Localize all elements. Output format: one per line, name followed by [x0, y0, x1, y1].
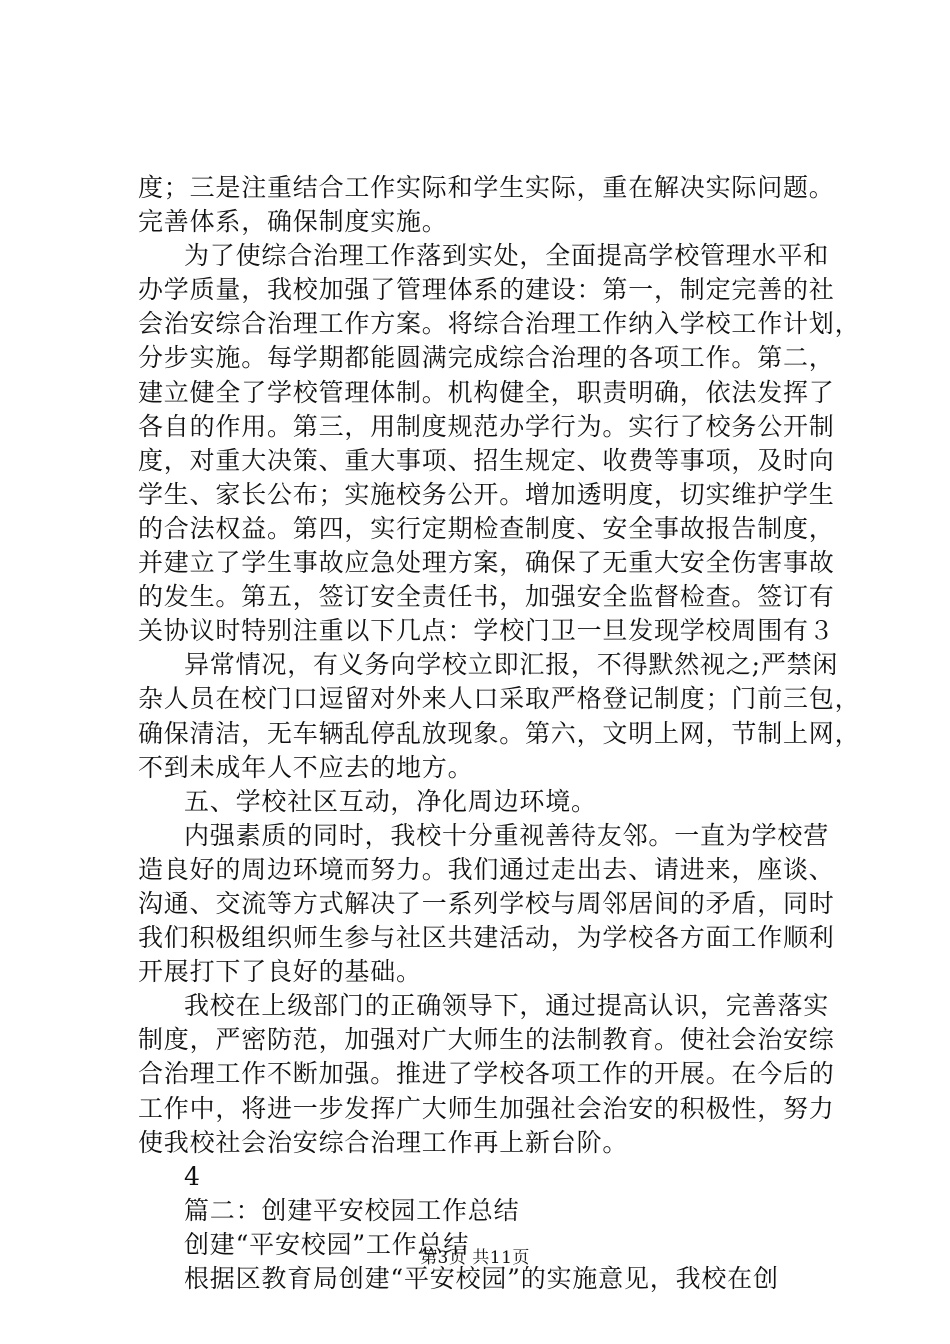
text-line: 并建立了学生事故应急处理方案，确保了无重大安全伤害事故 [138, 548, 835, 578]
text-line: 根据区教育局创建“平安校园”的实施意见，我校在创 [184, 1264, 779, 1293]
text-line: 建立健全了学校管理体制。机构健全，职责明确，依法发挥了 [138, 377, 835, 407]
text-line: 完善体系，确保制度实施。 [138, 207, 448, 237]
article-title: 篇二：创建平安校园工作总结 [184, 1195, 520, 1225]
text-line: 学生、家长公布；实施校务公开。增加透明度，切实维护学生 [138, 479, 835, 509]
text-line: 杂人员在校门口逗留对外来人口采取严格登记制度；门前三包， [138, 684, 861, 714]
text-line: 分步实施。每学期都能圆满完成综合治理的各项工作。第二， [138, 343, 835, 373]
text-line: 开展打下了良好的基础。 [138, 957, 422, 987]
text-line: 我校在上级部门的正确领导下，通过提高认识，完善落实 [184, 991, 830, 1021]
text-line: 使我校社会治安综合治理工作再上新台阶。 [138, 1127, 629, 1157]
text-line: 我们积极组织师生参与社区共建活动，为学校各方面工作顺利 [138, 923, 835, 953]
text-line: 沟通、交流等方式解决了一系列学校与周邻居间的矛盾，同时 [138, 888, 835, 918]
text-line: 工作中，将进一步发挥广大师生加强社会治安的积极性，努力 [138, 1093, 835, 1123]
text-line: 异常情况，有义务向学校立即汇报，不得默然视之;严禁闲 [184, 650, 839, 680]
text-line: 造良好的周边环境而努力。我们通过走出去、请进来，座谈、 [138, 854, 835, 884]
text-line: 关协议时特别注重以下几点：学校门卫一旦发现学校周围有３ [138, 616, 835, 646]
document-body [138, 171, 861, 1296]
text-line: 内强素质的同时，我校十分重视善待友邻。一直为学校营 [184, 820, 830, 850]
text-line: 制度，严密防范，加强对广大师生的法制教育。使社会治安综 [138, 1025, 835, 1055]
text-line: 的合法权益。第四，实行定期检查制度、安全事故报告制度， [138, 513, 835, 543]
text-line: 的发生。第五，签订安全责任书，加强安全监督检查。签订有 [138, 582, 835, 612]
article-subtitle: 创建“平安校园”工作总结 [184, 1229, 470, 1259]
text-line: 会治安综合治理工作方案。将综合治理工作纳入学校工作计划， [138, 309, 861, 339]
page-number-marker: 4 [184, 1161, 201, 1191]
text-line: 度，对重大决策、重大事项、招生规定、收费等事项，及时向 [138, 445, 835, 475]
text-line: 各自的作用。第三，用制度规范办学行为。实行了校务公开制 [138, 411, 835, 441]
text-line: 不到未成年人不应去的地方。 [138, 752, 474, 782]
text-line: 为了使综合治理工作落到实处，全面提高学校管理水平和 [184, 241, 830, 271]
text-line: 度；三是注重结合工作实际和学生实际，重在解决实际问题。 [138, 173, 835, 202]
text-line: 合治理工作不断加强。推进了学校各项工作的开展。在今后的 [138, 1059, 835, 1089]
page-footer: 第3页 共11页 [420, 1248, 530, 1268]
text-line: 办学质量，我校加强了管理体系的建设：第一，制定完善的社 [138, 275, 835, 305]
section-heading: 五、学校社区互动，净化周边环境。 [184, 786, 597, 816]
text-line: 确保清洁，无车辆乱停乱放现象。第六，文明上网，节制上网， [138, 718, 861, 748]
